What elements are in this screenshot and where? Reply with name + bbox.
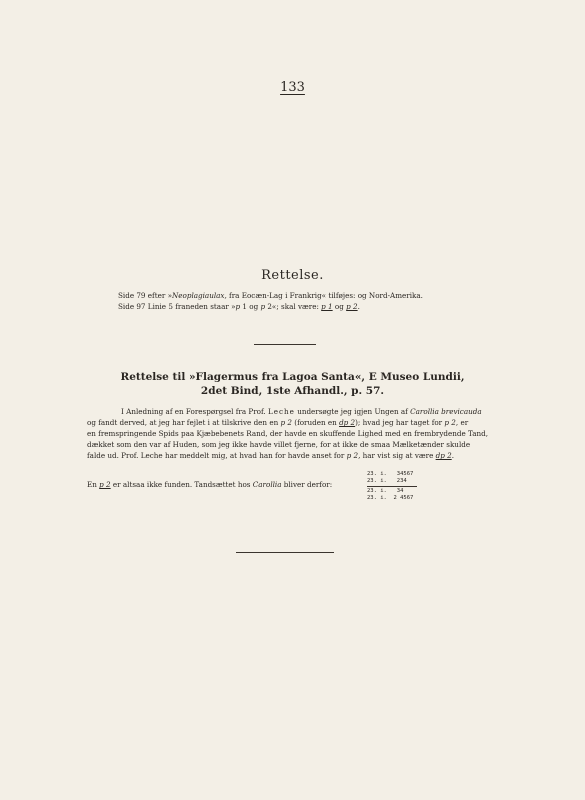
dental-formula-lower-2: 23. i. 2 4567 xyxy=(367,495,414,501)
text: 2«; skal være: xyxy=(265,302,322,311)
tooth-symbol: p 2 xyxy=(346,451,359,460)
species-name: Carollia brevicauda xyxy=(410,407,482,416)
text: fra Eocæn-Lag i Frankrig« tilføjes: og Nord-Amerika. xyxy=(226,291,423,300)
tooth-symbol: p 2 xyxy=(444,418,456,427)
text: En xyxy=(87,480,100,489)
genus-name: Carollia xyxy=(252,480,282,489)
text: undersøgte jeg igjen Ungen af xyxy=(294,407,411,416)
tooth-symbol: p 1 xyxy=(321,302,333,311)
text: I Anledning af en Forespørgsel fra Prof. xyxy=(121,407,268,416)
rettelse-block xyxy=(118,290,478,312)
text: 1 og xyxy=(240,302,261,311)
tooth-symbol: p 2 xyxy=(280,418,292,427)
tooth-symbol: p 2 xyxy=(346,302,358,311)
page-number-text: 133 xyxy=(280,80,305,95)
text: og xyxy=(332,302,347,311)
paragraph-line: en fremspringende Spids paa Kjæbebenets Rand, der havde en skuffende Lighed med en frembrydende Tand, xyxy=(87,429,489,438)
fraction-line xyxy=(367,486,417,487)
dental-formula-row xyxy=(87,471,497,505)
text: Side 79 efter » xyxy=(118,291,172,300)
text: falde ud. Prof. Leche har meddelt mig, at hvad han for havde anset for xyxy=(87,451,347,460)
text: er altsaa ikke funden. Tandsættet hos xyxy=(110,480,253,489)
text: . xyxy=(357,302,360,311)
correction-heading xyxy=(0,370,585,398)
tooth-symbol: dp 2 xyxy=(435,451,452,460)
text: , er xyxy=(455,418,469,427)
dental-formula xyxy=(367,471,414,520)
rettelse-line-2 xyxy=(118,301,478,312)
text: , har vist sig at være xyxy=(358,451,436,460)
paragraph-line xyxy=(87,417,497,428)
tooth-symbol: dp 2 xyxy=(339,418,356,427)
text: Side 97 Linie 5 franeden staar » xyxy=(118,302,236,311)
text: bliver derfor: xyxy=(281,480,333,489)
correction-heading-line-2: 2det Bind, 1ste Afhandl., p. 57. xyxy=(200,385,385,397)
dental-formula-upper-2: 23. i. 234 xyxy=(367,478,407,484)
text: ); hvad jeg har taget for xyxy=(355,418,445,427)
paragraph-line xyxy=(87,450,497,461)
tooth-symbol: p xyxy=(235,302,241,311)
rettelse-heading: Rettelse. xyxy=(261,268,324,283)
genus-name: Neoplagiaulax, xyxy=(171,291,227,300)
dental-formula-lower-1: 23. i. 34 xyxy=(367,488,404,494)
paragraph-line: dækket som den var af Huden, som jeg ikke havde villet fjerne, for at ikke de smaa Mælketænder skulde xyxy=(87,440,471,449)
section-divider xyxy=(236,552,334,553)
rettelse-line-1 xyxy=(118,290,478,301)
page-number xyxy=(0,80,585,95)
text: (foruden en xyxy=(291,418,340,427)
section-divider xyxy=(254,344,316,345)
paragraph-line xyxy=(87,406,497,417)
text: . xyxy=(451,451,454,460)
correction-heading-line-1: Rettelse til »Flagermus fra Lagoa Santa«, E Museo Lundii, xyxy=(120,371,465,383)
formula-sentence xyxy=(87,479,332,490)
dental-formula-upper-1: 23. i. 34567 xyxy=(367,471,414,477)
tooth-symbol: p xyxy=(260,302,266,311)
correction-paragraph xyxy=(87,406,497,461)
text: og fandt derved, at jeg har fejlet i at tilskrive den en xyxy=(87,418,281,427)
tooth-symbol: p 2 xyxy=(99,480,111,489)
person-name: Leche xyxy=(267,407,295,416)
